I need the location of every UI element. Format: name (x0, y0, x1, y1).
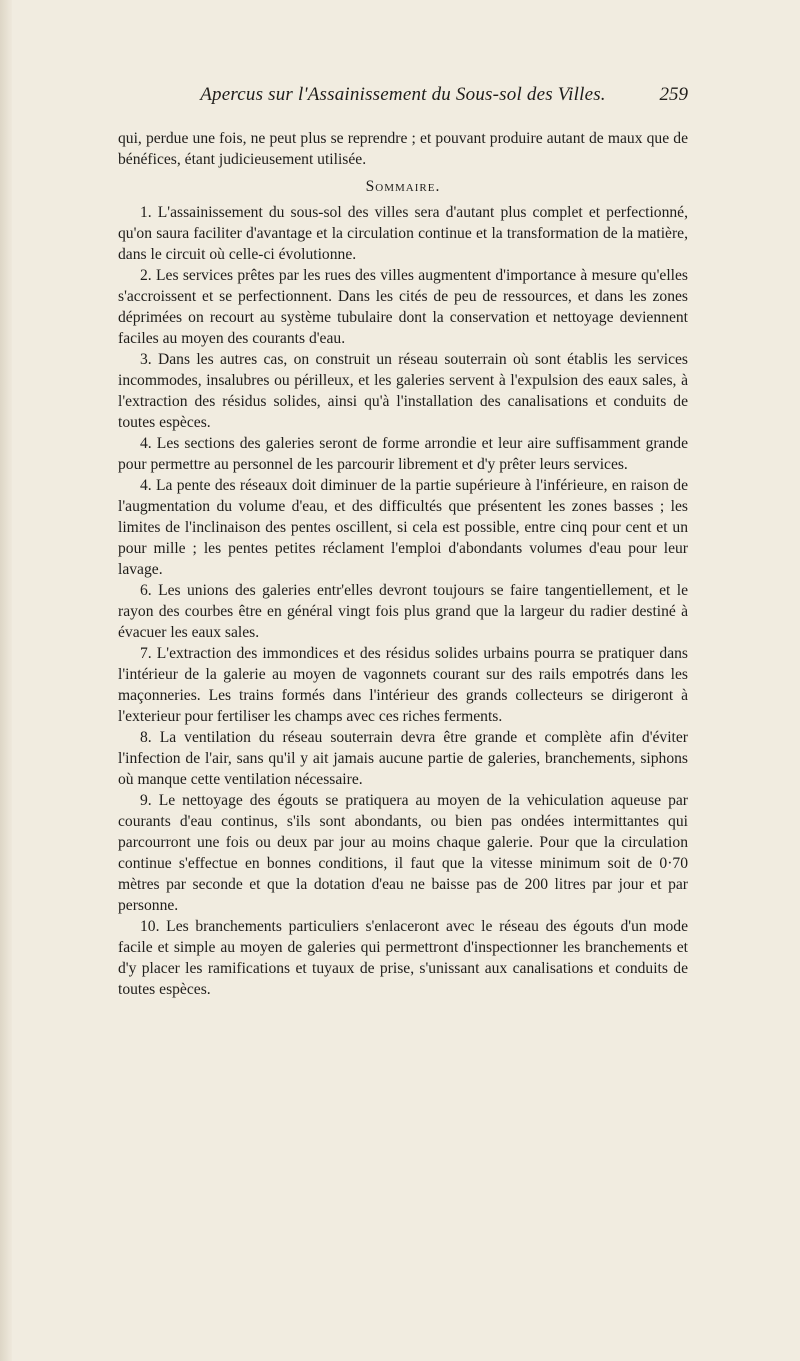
summary-item-9: 9. Le nettoyage des égouts se pratiquera au moyen de la vehiculation aqueuse par courants d'eau continus, s'ils sont abondants, ou bien pas ondées intermittantes qui parcourront une fois ou deux par jour au moins chaque galerie. Pour que la circulation continue s'effectue en bonnes conditions, il faut que la vitesse minimum soit de 0·70 mètres par seconde et que la dotation d'eau ne baisse pas de 200 litres par jour et par personne. (118, 792, 688, 914)
intro-paragraph: qui, perdue une fois, ne peut plus se reprendre ; et pouvant produire autant de maux que de bénéfices, étant judicieusement utilisée. (118, 130, 688, 168)
running-header (118, 84, 688, 114)
summary-item-7: 7. L'extraction des immondices et des résidus solides urbains pourra se pratiquer dans l'intérieur de la galerie au moyen de vagonnets courant sur des rails empotrés dans les maçonneries. Les trains formés dans l'intérieur des grands collecteurs se dirigeront à l'exterieur pour fertiliser les champs avec ces riches ferments. (118, 645, 688, 725)
page-edge (0, 0, 12, 1361)
summary-item-10: 10. Les branchements particuliers s'enlaceront avec le réseau des égouts d'un mode facile et simple au moyen de galeries qui permettront d'inspectionner les branchements et d'y placer les ramifications et tuyaux de prise, s'unissant aux canalisations et conduits de toutes espèces. (118, 918, 688, 998)
summary-item-6: 6. Les unions des galeries entr'elles devront toujours se faire tangentiellement, et le rayon des courbes être en général vingt fois plus grand que la largeur du radier destiné à évacuer les eaux sales. (118, 582, 688, 641)
running-title: Apercus sur l'Assainissement du Sous-sol des Villes. (200, 84, 606, 105)
summary-item-4a: 4. Les sections des galeries seront de forme arrondie et leur aire suffisamment grande pour permettre au personnel de les parcourir librement et d'y prêter leurs services. (118, 435, 688, 473)
summary-item-8: 8. La ventilation du réseau souterrain devra être grande et complète afin d'éviter l'infection de l'air, sans qu'il y ait jamais aucune partie de galeries, branchements, siphons où manque cette ventilation nécessaire. (118, 729, 688, 788)
body-text (118, 128, 688, 1000)
summary-item-2: 2. Les services prêtes par les rues des villes augmentent d'importance à mesure qu'elles s'accroissent et se perfectionnent. Dans les cités de peu de ressources, et dans les zones déprimées on recourt au système tubulaire dont la conservation et nettoyage deviennent faciles au moyen des courants d'eau. (118, 267, 688, 347)
summary-item-4b: 4. La pente des réseaux doit diminuer de la partie supérieure à l'inférieure, en raison de l'augmentation du volume d'eau, et des difficultés que présentent les zones basses ; les limites de l'inclinaison des pentes oscillent, si cela est possible, entre cinq pour cent et un pour mille ; les pentes petites réclament l'emploi d'abondants volumes d'eau pour leur lavage. (118, 477, 688, 578)
summary-item-1: 1. L'assainissement du sous-sol des villes sera d'autant plus complet et perfectionné, qu'on saura faciliter d'avantage et la circulation continue et la transformation de la matière, dans le circuit où celle-ci évolutionne. (118, 204, 688, 263)
summary-item-3: 3. Dans les autres cas, on construit un réseau souterrain où sont établis les services incommodes, insalubres ou périlleux, et les galeries servent à l'expulsion des eaux sales, à l'extraction des résidus solides, ainsi qu'à l'installation des canalisations et conduits de toutes espèces. (118, 351, 688, 431)
section-heading: Sommaire. (365, 178, 441, 195)
page-number: 259 (659, 84, 688, 105)
